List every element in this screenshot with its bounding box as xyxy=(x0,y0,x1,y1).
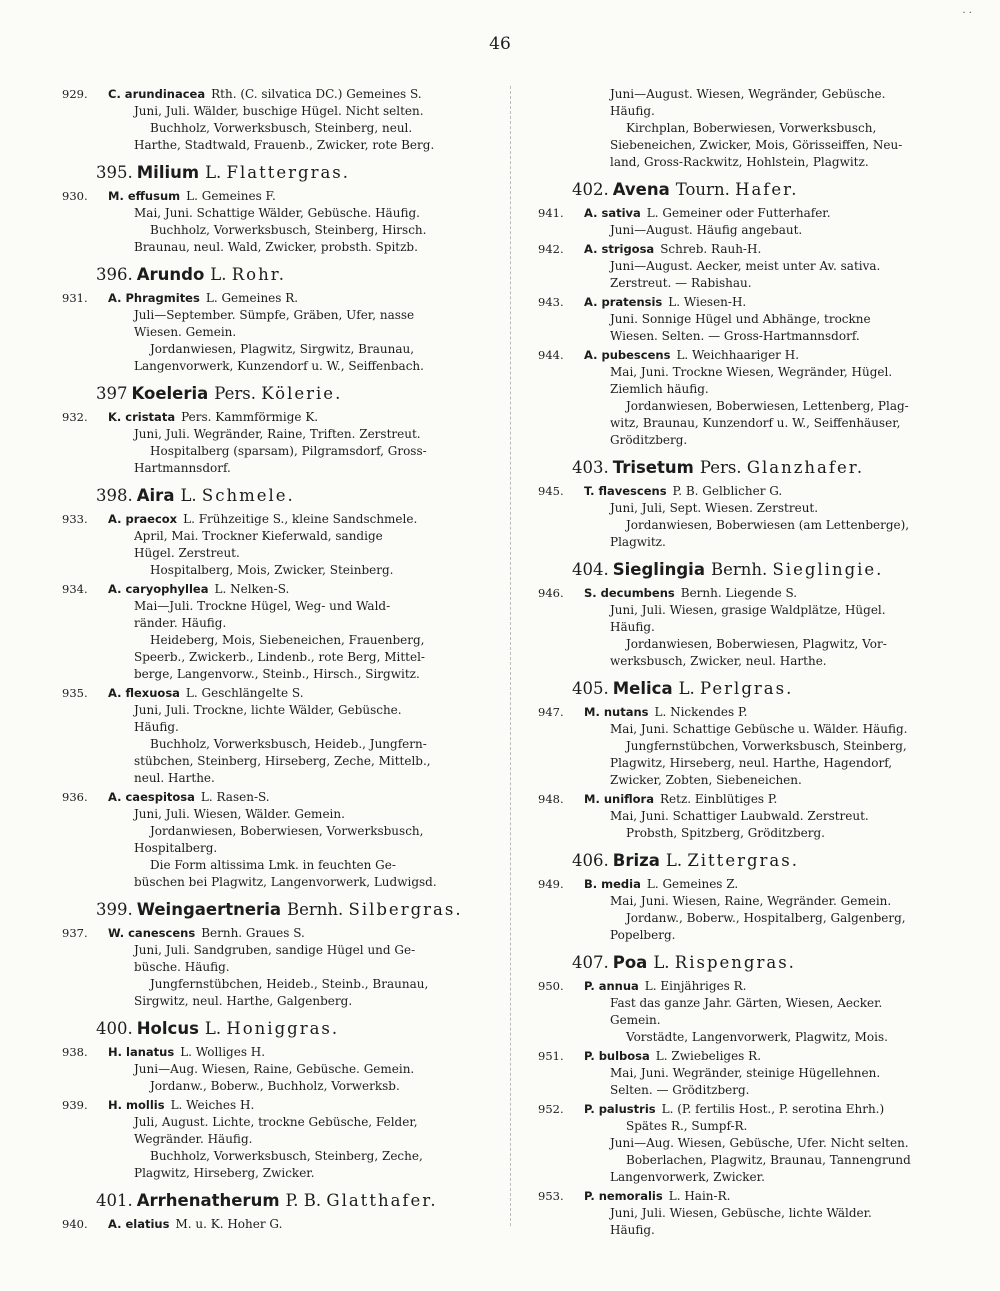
species-line: Langenvorwerk, Kunzendorf u. W., Seiffenbach. xyxy=(134,359,424,373)
species-name: A. pratensis xyxy=(584,295,663,309)
species-number: 937. xyxy=(62,926,88,940)
genus-name: Aira xyxy=(136,486,175,505)
species-entry xyxy=(538,704,958,789)
species-line: Mai, Juni. Schattige Gebüsche u. Wälder. Häufig. xyxy=(610,722,908,736)
species-body xyxy=(584,1048,958,1099)
species-line: Wegränder. Häufig. xyxy=(134,1132,253,1146)
species-line: K. cristata Pers. Kammförmige K. xyxy=(108,410,319,424)
genus-number: 397 xyxy=(96,384,128,403)
species-body xyxy=(584,585,958,670)
species-line: P. palustris L. (P. fertilis Host., P. serotina Ehrh.) xyxy=(584,1102,885,1116)
species-line: Mai—Juli. Trockne Hügel, Weg- und Wald- xyxy=(134,599,391,613)
species-line: April, Mai. Trockner Kieferwald, sandige xyxy=(134,529,383,543)
species-body xyxy=(108,86,502,154)
genus-author: L. xyxy=(665,851,683,870)
genus-heading xyxy=(96,1018,502,1040)
species-number: 949. xyxy=(538,877,564,891)
species-line: Juni. Sonnige Hügel und Abhänge, trockne xyxy=(610,312,871,326)
species-body xyxy=(584,978,958,1046)
species-line: Mai, Juni. Schattiger Laubwald. Zerstreut. xyxy=(610,809,869,823)
species-entry xyxy=(538,791,958,842)
genus-author: L. xyxy=(210,265,227,284)
species-number: 940. xyxy=(62,1217,88,1231)
species-number: 942. xyxy=(538,242,564,256)
species-line: A. pubescens L. Weichhaariger H. xyxy=(584,348,800,362)
genus-heading xyxy=(96,383,502,405)
species-entry xyxy=(538,347,958,449)
species-body xyxy=(584,347,958,449)
species-line: Selten. — Gröditzberg. xyxy=(610,1083,750,1097)
species-body xyxy=(584,1188,958,1239)
species-name: A. sativa xyxy=(584,206,641,220)
species-line: Ziemlich häufig. xyxy=(610,382,709,396)
genus-name: Koeleria xyxy=(131,384,209,403)
genus-german-name: Perlgras. xyxy=(700,679,794,698)
species-line: Hospitalberg (sparsam), Pilgramsdorf, Gross- xyxy=(150,444,427,458)
species-line: H. lanatus L. Wolliges H. xyxy=(108,1045,266,1059)
species-line: A. sativa L. Gemeiner oder Futterhafer. xyxy=(584,206,831,220)
species-number: 931. xyxy=(62,291,88,305)
species-name: H. lanatus xyxy=(108,1045,175,1059)
continued-entry xyxy=(538,86,958,171)
species-name: M. nutans xyxy=(584,705,649,719)
genus-author: L. xyxy=(653,953,670,972)
species-name: W. canescens xyxy=(108,926,196,940)
species-number: 944. xyxy=(538,348,564,362)
species-line: Jordanwiesen, Boberwiesen, Lettenberg, Plag- xyxy=(626,399,909,413)
species-line: Hügel. Zerstreut. xyxy=(134,546,240,560)
species-entry xyxy=(538,978,958,1046)
left-column xyxy=(62,86,502,1235)
species-body xyxy=(108,1097,502,1182)
species-line: Hospitalberg. xyxy=(134,841,218,855)
species-line: A. praecox L. Frühzeitige S., kleine Sandschmele. xyxy=(108,512,418,526)
species-line: Plagwitz, Hirseberg, Zwicker. xyxy=(134,1166,315,1180)
species-line: Jordanw., Boberw., Buchholz, Vorwerksb. xyxy=(150,1079,400,1093)
species-number: 946. xyxy=(538,586,564,600)
species-line: H. mollis L. Weiches H. xyxy=(108,1098,255,1112)
species-line: Buchholz, Vorwerksbusch, Steinberg, neul. xyxy=(150,121,413,135)
species-body xyxy=(108,1044,502,1095)
genus-name: Holcus xyxy=(136,1019,199,1038)
species-entry xyxy=(538,1048,958,1099)
species-number: 938. xyxy=(62,1045,88,1059)
species-number: 932. xyxy=(62,410,88,424)
species-line: C. arundinacea Rth. (C. silvatica DC.) Gemeines S. xyxy=(108,87,422,101)
species-body xyxy=(584,1101,958,1186)
genus-name: Melica xyxy=(612,679,673,698)
species-number: 947. xyxy=(538,705,564,719)
species-line: Buchholz, Vorwerksbusch, Steinberg, Hirsch. xyxy=(150,223,427,237)
species-name: A. strigosa xyxy=(584,242,655,256)
species-line: Wiesen. Gemein. xyxy=(134,325,237,339)
page-number: 46 xyxy=(489,34,511,54)
species-body xyxy=(108,789,502,891)
species-line: land, Gross-Rackwitz, Hohlstein, Plagwitz. xyxy=(610,155,869,169)
species-body xyxy=(108,925,502,1010)
corner-mark: · · xyxy=(962,8,972,19)
genus-author: P. B. xyxy=(285,1191,322,1210)
species-line: P. nemoralis L. Hain-R. xyxy=(584,1189,731,1203)
species-line: Die Form altissima Lmk. in feuchten Ge- xyxy=(150,858,396,872)
genus-german-name: Glanzhafer. xyxy=(746,458,865,477)
genus-name: Arundo xyxy=(136,265,205,284)
species-body xyxy=(584,241,958,292)
species-name: B. media xyxy=(584,877,641,891)
species-body xyxy=(108,511,502,579)
species-line: P. annua L. Einjähriges R. xyxy=(584,979,747,993)
species-number: 929. xyxy=(62,87,88,101)
species-line: werksbusch, Zwicker, neul. Harthe. xyxy=(610,654,827,668)
species-line: Mai, Juni. Schattige Wälder, Gebüsche. Häufig. xyxy=(134,206,420,220)
species-line: Spätes R., Sumpf-R. xyxy=(626,1119,748,1133)
species-number: 953. xyxy=(538,1189,564,1203)
species-line: A. caryophyllea L. Nelken-S. xyxy=(108,582,290,596)
species-entry xyxy=(538,1188,958,1239)
species-line: Fast das ganze Jahr. Gärten, Wiesen, Aecker. xyxy=(610,996,883,1010)
species-line: Mai, Juni. Trockne Wiesen, Wegränder, Hügel. xyxy=(610,365,893,379)
column-divider xyxy=(510,86,512,1226)
species-line: Siebeneichen, Zwicker, Mois, Görisseiffen, Neu- xyxy=(610,138,903,152)
genus-number: 395. xyxy=(96,163,133,182)
species-name: P. palustris xyxy=(584,1102,656,1116)
species-number: 935. xyxy=(62,686,88,700)
species-line: Plagwitz. xyxy=(610,535,666,549)
species-line: P. bulbosa L. Zwiebeliges R. xyxy=(584,1049,762,1063)
species-line: Boberlachen, Plagwitz, Braunau, Tannengrund xyxy=(626,1153,911,1167)
species-line: Häufig. xyxy=(134,720,179,734)
species-line: büschen bei Plagwitz, Langenvorwerk, Ludwigsd. xyxy=(134,875,437,889)
species-name: M. effusum xyxy=(108,189,181,203)
species-entry xyxy=(62,86,502,154)
species-line: Wiesen. Selten. — Gross-Hartmannsdorf. xyxy=(610,329,860,343)
genus-number: 403. xyxy=(572,458,609,477)
species-line: Mai, Juni. Wegränder, steinige Hügellehnen. xyxy=(610,1066,881,1080)
species-line: Juli, August. Lichte, trockne Gebüsche, Felder, xyxy=(134,1115,418,1129)
species-line: Jordanwiesen, Boberwiesen, Plagwitz, Vor- xyxy=(626,637,887,651)
species-line: Jungfernstübchen, Heideb., Steinb., Braunau, xyxy=(150,977,429,991)
species-line: B. media L. Gemeines Z. xyxy=(584,877,739,891)
species-line: Juli—September. Sümpfe, Gräben, Ufer, nasse xyxy=(134,308,415,322)
species-number: 941. xyxy=(538,206,564,220)
species-line: büsche. Häufig. xyxy=(134,960,230,974)
species-entry xyxy=(62,1216,502,1233)
species-name: P. nemoralis xyxy=(584,1189,663,1203)
species-line: T. flavescens P. B. Gelblicher G. xyxy=(584,484,783,498)
species-number: 945. xyxy=(538,484,564,498)
species-line: S. decumbens Bernh. Liegende S. xyxy=(584,586,798,600)
species-line: Braunau, neul. Wald, Zwicker, probsth. Spitzb. xyxy=(134,240,418,254)
species-number: 948. xyxy=(538,792,564,806)
species-line: Kirchplan, Boberwiesen, Vorwerksbusch, xyxy=(626,121,877,135)
genus-heading xyxy=(96,899,502,921)
genus-german-name: Rohr. xyxy=(231,265,287,284)
species-entry xyxy=(62,188,502,256)
species-number: 930. xyxy=(62,189,88,203)
genus-heading xyxy=(572,952,958,974)
species-entry xyxy=(538,1101,958,1186)
species-name: A. caryophyllea xyxy=(108,582,209,596)
species-name: P. annua xyxy=(584,979,639,993)
species-entry xyxy=(538,483,958,551)
genus-author: Bernh. xyxy=(710,560,768,579)
species-entry xyxy=(62,1097,502,1182)
species-body xyxy=(584,205,958,239)
species-body xyxy=(108,1216,502,1233)
species-name: A. elatius xyxy=(108,1217,170,1231)
species-entry xyxy=(538,241,958,292)
species-line: witz, Braunau, Kunzendorf u. W., Seiffenhäuser, xyxy=(610,416,901,430)
genus-heading xyxy=(96,1190,502,1212)
species-entry xyxy=(538,585,958,670)
species-name: A. caespitosa xyxy=(108,790,195,804)
genus-name: Arrhenatherum xyxy=(136,1191,280,1210)
species-line: M. nutans L. Nickendes P. xyxy=(584,705,748,719)
species-entry xyxy=(62,409,502,477)
genus-german-name: Flattergras. xyxy=(226,163,351,182)
species-body xyxy=(584,704,958,789)
species-line: Juni—Aug. Wiesen, Gebüsche, Ufer. Nicht selten. xyxy=(610,1136,909,1150)
species-body xyxy=(584,294,958,345)
species-line: A. strigosa Schreb. Rauh-H. xyxy=(584,242,762,256)
genus-german-name: Silbergras. xyxy=(348,900,463,919)
genus-number: 404. xyxy=(572,560,609,579)
right-column xyxy=(538,86,958,1241)
genus-name: Trisetum xyxy=(612,458,694,477)
species-entry xyxy=(62,290,502,375)
species-line: Vorstädte, Langenvorwerk, Plagwitz, Mois. xyxy=(626,1030,888,1044)
species-line: Hartmannsdorf. xyxy=(134,461,231,475)
species-line: Gröditzberg. xyxy=(610,433,688,447)
species-body xyxy=(108,581,502,683)
species-line: A. pratensis L. Wiesen-H. xyxy=(584,295,747,309)
species-name: A. Phragmites xyxy=(108,291,200,305)
species-line: Juni, Juli. Wegränder, Raine, Triften. Zerstreut. xyxy=(134,427,421,441)
species-number: 952. xyxy=(538,1102,564,1116)
genus-author: Pers. xyxy=(699,458,742,477)
species-name: K. cristata xyxy=(108,410,176,424)
species-entry xyxy=(62,511,502,579)
species-line: Speerb., Zwickerb., Lindenb., rote Berg, Mittel- xyxy=(134,650,425,664)
species-line: Juni—Aug. Wiesen, Raine, Gebüsche. Gemein. xyxy=(134,1062,415,1076)
species-name: P. bulbosa xyxy=(584,1049,650,1063)
genus-name: Avena xyxy=(612,180,670,199)
genus-heading xyxy=(572,179,958,201)
species-entry xyxy=(62,685,502,787)
genus-german-name: Honiggras. xyxy=(226,1019,340,1038)
species-entry xyxy=(62,789,502,891)
species-line: Juni—August. Aecker, meist unter Av. sativa. xyxy=(610,259,881,273)
species-line: Juni, Juli. Trockne, lichte Wälder, Gebüsche. xyxy=(134,703,402,717)
species-line: Jordanwiesen, Boberwiesen (am Lettenberge), xyxy=(626,518,910,532)
genus-name: Weingaertneria xyxy=(136,900,281,919)
genus-name: Briza xyxy=(612,851,660,870)
species-line: A. caespitosa L. Rasen-S. xyxy=(108,790,270,804)
species-number: 934. xyxy=(62,582,88,596)
species-body xyxy=(584,876,958,944)
genus-number: 399. xyxy=(96,900,133,919)
species-number: 933. xyxy=(62,512,88,526)
species-name: T. flavescens xyxy=(584,484,667,498)
species-number: 950. xyxy=(538,979,564,993)
species-entry xyxy=(538,205,958,239)
species-line: Jungfernstübchen, Vorwerksbusch, Steinberg, xyxy=(626,739,907,753)
genus-heading xyxy=(572,559,958,581)
species-line: Popelberg. xyxy=(610,928,676,942)
species-line: Heideberg, Mois, Siebeneichen, Frauenberg, xyxy=(150,633,425,647)
species-line: Häufig. xyxy=(610,1223,655,1237)
species-line: A. elatius M. u. K. Hoher G. xyxy=(108,1217,283,1231)
species-name: A. flexuosa xyxy=(108,686,180,700)
species-line: Jordanwiesen, Boberwiesen, Vorwerksbusch, xyxy=(150,824,424,838)
species-body xyxy=(584,791,958,842)
species-name: A. pubescens xyxy=(584,348,671,362)
genus-number: 402. xyxy=(572,180,609,199)
species-line: Jordanw., Boberw., Hospitalberg, Galgenberg, xyxy=(626,911,906,925)
genus-name: Milium xyxy=(136,163,200,182)
genus-number: 400. xyxy=(96,1019,133,1038)
genus-heading xyxy=(96,485,502,507)
genus-author: Bernh. xyxy=(286,900,344,919)
species-line: Probsth, Spitzberg, Gröditzberg. xyxy=(626,826,825,840)
species-line: W. canescens Bernh. Graues S. xyxy=(108,926,305,940)
species-line: Häufig. xyxy=(610,620,655,634)
genus-author: Pers. xyxy=(214,384,257,403)
genus-name: Poa xyxy=(612,953,648,972)
species-line: stübchen, Steinberg, Hirseberg, Zeche, Mittelb., xyxy=(134,754,431,768)
species-name: C. arundinacea xyxy=(108,87,206,101)
species-line: neul. Harthe. xyxy=(134,771,215,785)
species-line: A. Phragmites L. Gemeines R. xyxy=(108,291,299,305)
genus-german-name: Zittergras. xyxy=(687,851,799,870)
species-number: 943. xyxy=(538,295,564,309)
species-line: Zerstreut. — Rabishau. xyxy=(610,276,752,290)
species-line: Häufig. xyxy=(610,104,655,118)
species-number: 939. xyxy=(62,1098,88,1112)
genus-german-name: Schmele. xyxy=(201,486,295,505)
genus-author: L. xyxy=(204,1019,222,1038)
genus-number: 396. xyxy=(96,265,133,284)
genus-name: Sieglingia xyxy=(612,560,705,579)
genus-heading xyxy=(572,850,958,872)
species-entry xyxy=(62,581,502,683)
genus-number: 407. xyxy=(572,953,609,972)
species-name: H. mollis xyxy=(108,1098,165,1112)
genus-german-name: Glatthafer. xyxy=(326,1191,438,1210)
species-body xyxy=(108,685,502,787)
genus-heading xyxy=(572,678,958,700)
species-line: Hospitalberg, Mois, Zwicker, Steinberg. xyxy=(150,563,394,577)
species-body xyxy=(584,483,958,551)
species-line: Langenvorwerk, Zwicker. xyxy=(610,1170,765,1184)
genus-heading xyxy=(96,264,502,286)
genus-number: 401. xyxy=(96,1191,133,1210)
species-line: Sirgwitz, neul. Harthe, Galgenberg. xyxy=(134,994,353,1008)
species-line: M. effusum L. Gemeines F. xyxy=(108,189,276,203)
species-line: Zwicker, Zobten, Siebeneichen. xyxy=(610,773,802,787)
species-line: Juni—August. Häufig angebaut. xyxy=(610,223,803,237)
species-line: Juni, Juli. Wälder, buschige Hügel. Nicht selten. xyxy=(134,104,424,118)
species-body xyxy=(108,188,502,256)
species-line: Buchholz, Vorwerksbusch, Heideb., Jungfern- xyxy=(150,737,427,751)
species-line: Juni, Juli. Wiesen, grasige Waldplätze, Hügel. xyxy=(610,603,886,617)
species-body xyxy=(108,409,502,477)
species-line: M. uniflora Retz. Einblütiges P. xyxy=(584,792,778,806)
genus-author: L. xyxy=(205,163,222,182)
species-line: A. flexuosa L. Geschlängelte S. xyxy=(108,686,304,700)
species-line: Gemein. xyxy=(610,1013,661,1027)
species-line: Juni, Juli, Sept. Wiesen. Zerstreut. xyxy=(610,501,819,515)
species-body xyxy=(108,290,502,375)
genus-number: 398. xyxy=(96,486,133,505)
species-number: 936. xyxy=(62,790,88,804)
species-line: Mai, Juni. Wiesen, Raine, Wegränder. Gemein. xyxy=(610,894,892,908)
species-entry xyxy=(62,1044,502,1095)
species-line: Plagwitz, Hirseberg, neul. Harthe, Hagendorf, xyxy=(610,756,893,770)
genus-author: L. xyxy=(180,486,197,505)
species-entry xyxy=(538,294,958,345)
species-line: berge, Langenvorw., Steinb., Hirsch., Sirgwitz. xyxy=(134,667,420,681)
genus-author: Tourn. xyxy=(675,180,730,199)
genus-heading xyxy=(572,457,958,479)
genus-german-name: Rispengras. xyxy=(674,953,796,972)
species-line: ränder. Häufig. xyxy=(134,616,227,630)
species-line: Juni, Juli. Wiesen, Gebüsche, lichte Wälder. xyxy=(610,1206,872,1220)
species-line: Harthe, Stadtwald, Frauenb., Zwicker, rote Berg. xyxy=(134,138,435,152)
species-line: Jordanwiesen, Plagwitz, Sirgwitz, Braunau, xyxy=(150,342,415,356)
genus-heading xyxy=(96,162,502,184)
species-line: Juni—August. Wiesen, Wegränder, Gebüsche. xyxy=(610,87,886,101)
species-name: M. uniflora xyxy=(584,792,654,806)
species-name: S. decumbens xyxy=(584,586,675,600)
species-name: A. praecox xyxy=(108,512,178,526)
genus-german-name: Kölerie. xyxy=(261,384,343,403)
genus-number: 405. xyxy=(572,679,609,698)
genus-german-name: Sieglingie. xyxy=(772,560,884,579)
species-number: 951. xyxy=(538,1049,564,1063)
species-line: Juni, Juli. Sandgruben, sandige Hügel und Ge- xyxy=(134,943,416,957)
species-entry xyxy=(538,876,958,944)
species-line: Juni, Juli. Wiesen, Wälder. Gemein. xyxy=(134,807,345,821)
species-line: Buchholz, Vorwerksbusch, Steinberg, Zeche, xyxy=(150,1149,423,1163)
genus-author: L. xyxy=(678,679,695,698)
genus-german-name: Hafer. xyxy=(735,180,799,199)
genus-number: 406. xyxy=(572,851,609,870)
species-entry xyxy=(62,925,502,1010)
